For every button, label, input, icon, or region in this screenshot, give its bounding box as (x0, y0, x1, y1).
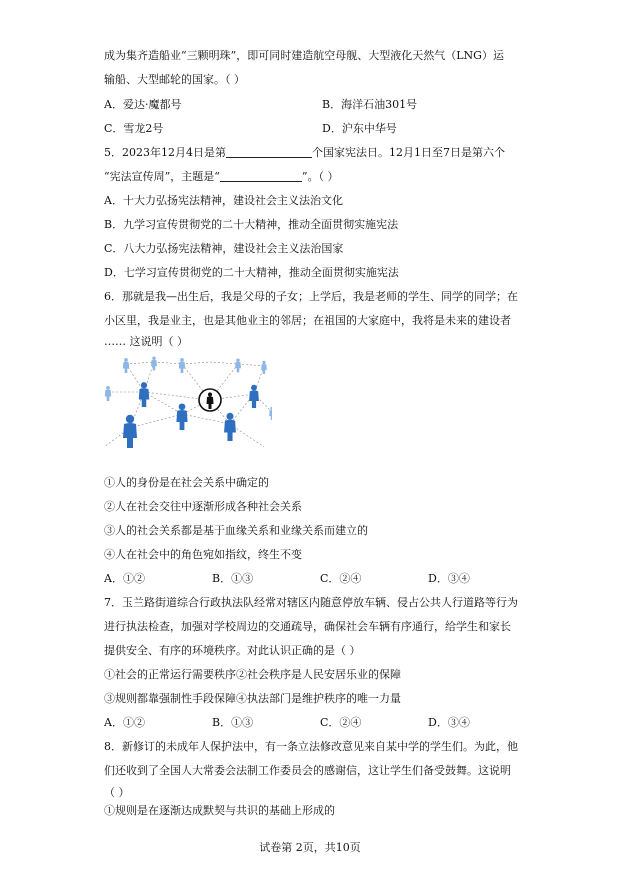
q6-stem-line3: …… 这说明（ ） (104, 335, 188, 348)
q4-option-c: C．雪龙2号 (104, 122, 164, 135)
q7-stem-line3: 提供安全、有序的环境秩序。对此认识正确的是（ ） (104, 644, 361, 657)
q6-stem-line1: 6．那就是我—出生后，我是父母的子女；上学后，我是老师的学生、同学的同学；在 (104, 290, 518, 303)
q7-statements-1-2: ①社会的正常运行需要秩序②社会秩序是人民安居乐业的保障 (104, 668, 401, 681)
q5-stem-line2-post: ”。（ ） (301, 170, 339, 183)
q5-answer-blank-1 (226, 145, 312, 158)
q7-stem-line1: 7．玉兰路街道综合行政执法队经常对辖区内随意停放车辆、侵占公共人行道路等行为 (104, 596, 518, 609)
q5-stem-line1 (104, 145, 505, 161)
q7-statements-3-4: ③规则都靠强制性手段保障④执法部门是维护秩序的唯一力量 (104, 692, 401, 705)
q6-statement-4: ④人在社会中的角色宛如指纹，终生不变 (104, 548, 302, 561)
q4-stem-line1: 成为集齐造船业“三颗明珠”，即可同时建造航空母舰、大型液化天然气（LNG）运 (104, 49, 504, 62)
q8-stem-line2: 们还收到了全国人大常委会法制工作委员会的感谢信，这让学生们备受鼓舞。这说明 (104, 764, 511, 777)
q4-option-b: B．海洋石油301号 (322, 98, 418, 111)
q8-stem-line1: 8．新修订的未成年人保护法中，有一条立法修改意见来自某中学的学生们。为此，他 (104, 740, 518, 753)
q7-option-a: A．①② (104, 716, 145, 729)
q5-answer-blank-2 (220, 169, 302, 182)
q8-stem-line3: （ ） (104, 786, 130, 799)
q6-statement-1: ①人的身份是在社会关系中确定的 (104, 476, 269, 489)
q5-option-b: B．九学习宣传贯彻党的二十大精神，推动全面贯彻实施宪法 (104, 218, 399, 231)
q5-option-d: D．七学习宣传贯彻党的二十大精神，推动全面贯彻实施宪法 (104, 266, 399, 279)
q6-statement-2: ②人在社会交往中逐渐形成各种社会关系 (104, 500, 302, 513)
q6-statement-3: ③人的社会关系都是基于血缘关系和业缘关系而建立的 (104, 524, 368, 537)
q6-option-a: A．①② (104, 572, 145, 585)
highlighted-person (199, 389, 221, 411)
foreground-people (123, 382, 259, 448)
q8-statement-1: ①规则是在逐渐达成默契与共识的基础上形成的 (104, 804, 335, 817)
q6-option-d: D．③④ (428, 572, 470, 585)
social-network-illustration (104, 352, 272, 454)
q5-option-c: C．八大力弘扬宪法精神，建设社会主义法治国家 (104, 242, 344, 255)
q7-option-b: B．①③ (212, 716, 254, 729)
q5-stem-line2-pre: “宪法宣传周”，主题是“ (104, 170, 220, 183)
q6-option-b: B．①③ (212, 572, 254, 585)
q5-stem-line1-pre: 5．2023年12月4日是第 (104, 146, 226, 159)
q5-option-a: A．十大力弘扬宪法精神，建设社会主义法治文化 (104, 194, 343, 207)
q7-option-d: D．③④ (428, 716, 470, 729)
q4-option-d: D．沪东中华号 (322, 122, 397, 135)
q6-option-c: C．②④ (320, 572, 362, 585)
q4-stem-line2: 输船、大型邮轮的国家。（ ） (104, 73, 245, 86)
page-footer: 试卷第 2页，共10页 (259, 841, 361, 854)
q5-stem-line1-post: 个国家宪法日。12月1日至7日是第六个 (312, 146, 505, 159)
q5-stem-line2 (104, 169, 339, 185)
q7-stem-line2: 进行执法检查，加强对学校周边的交通疏导，确保社会车辆有序通行，给学生和家长 (104, 620, 511, 633)
background-people (105, 356, 272, 420)
q7-option-c: C．②④ (320, 716, 362, 729)
q4-option-a: A．爱达·魔都号 (104, 98, 182, 111)
q6-stem-line2: 小区里，我是业主，也是其他业主的邻居；在祖国的大家庭中，我将是未来的建设者 (104, 314, 511, 327)
